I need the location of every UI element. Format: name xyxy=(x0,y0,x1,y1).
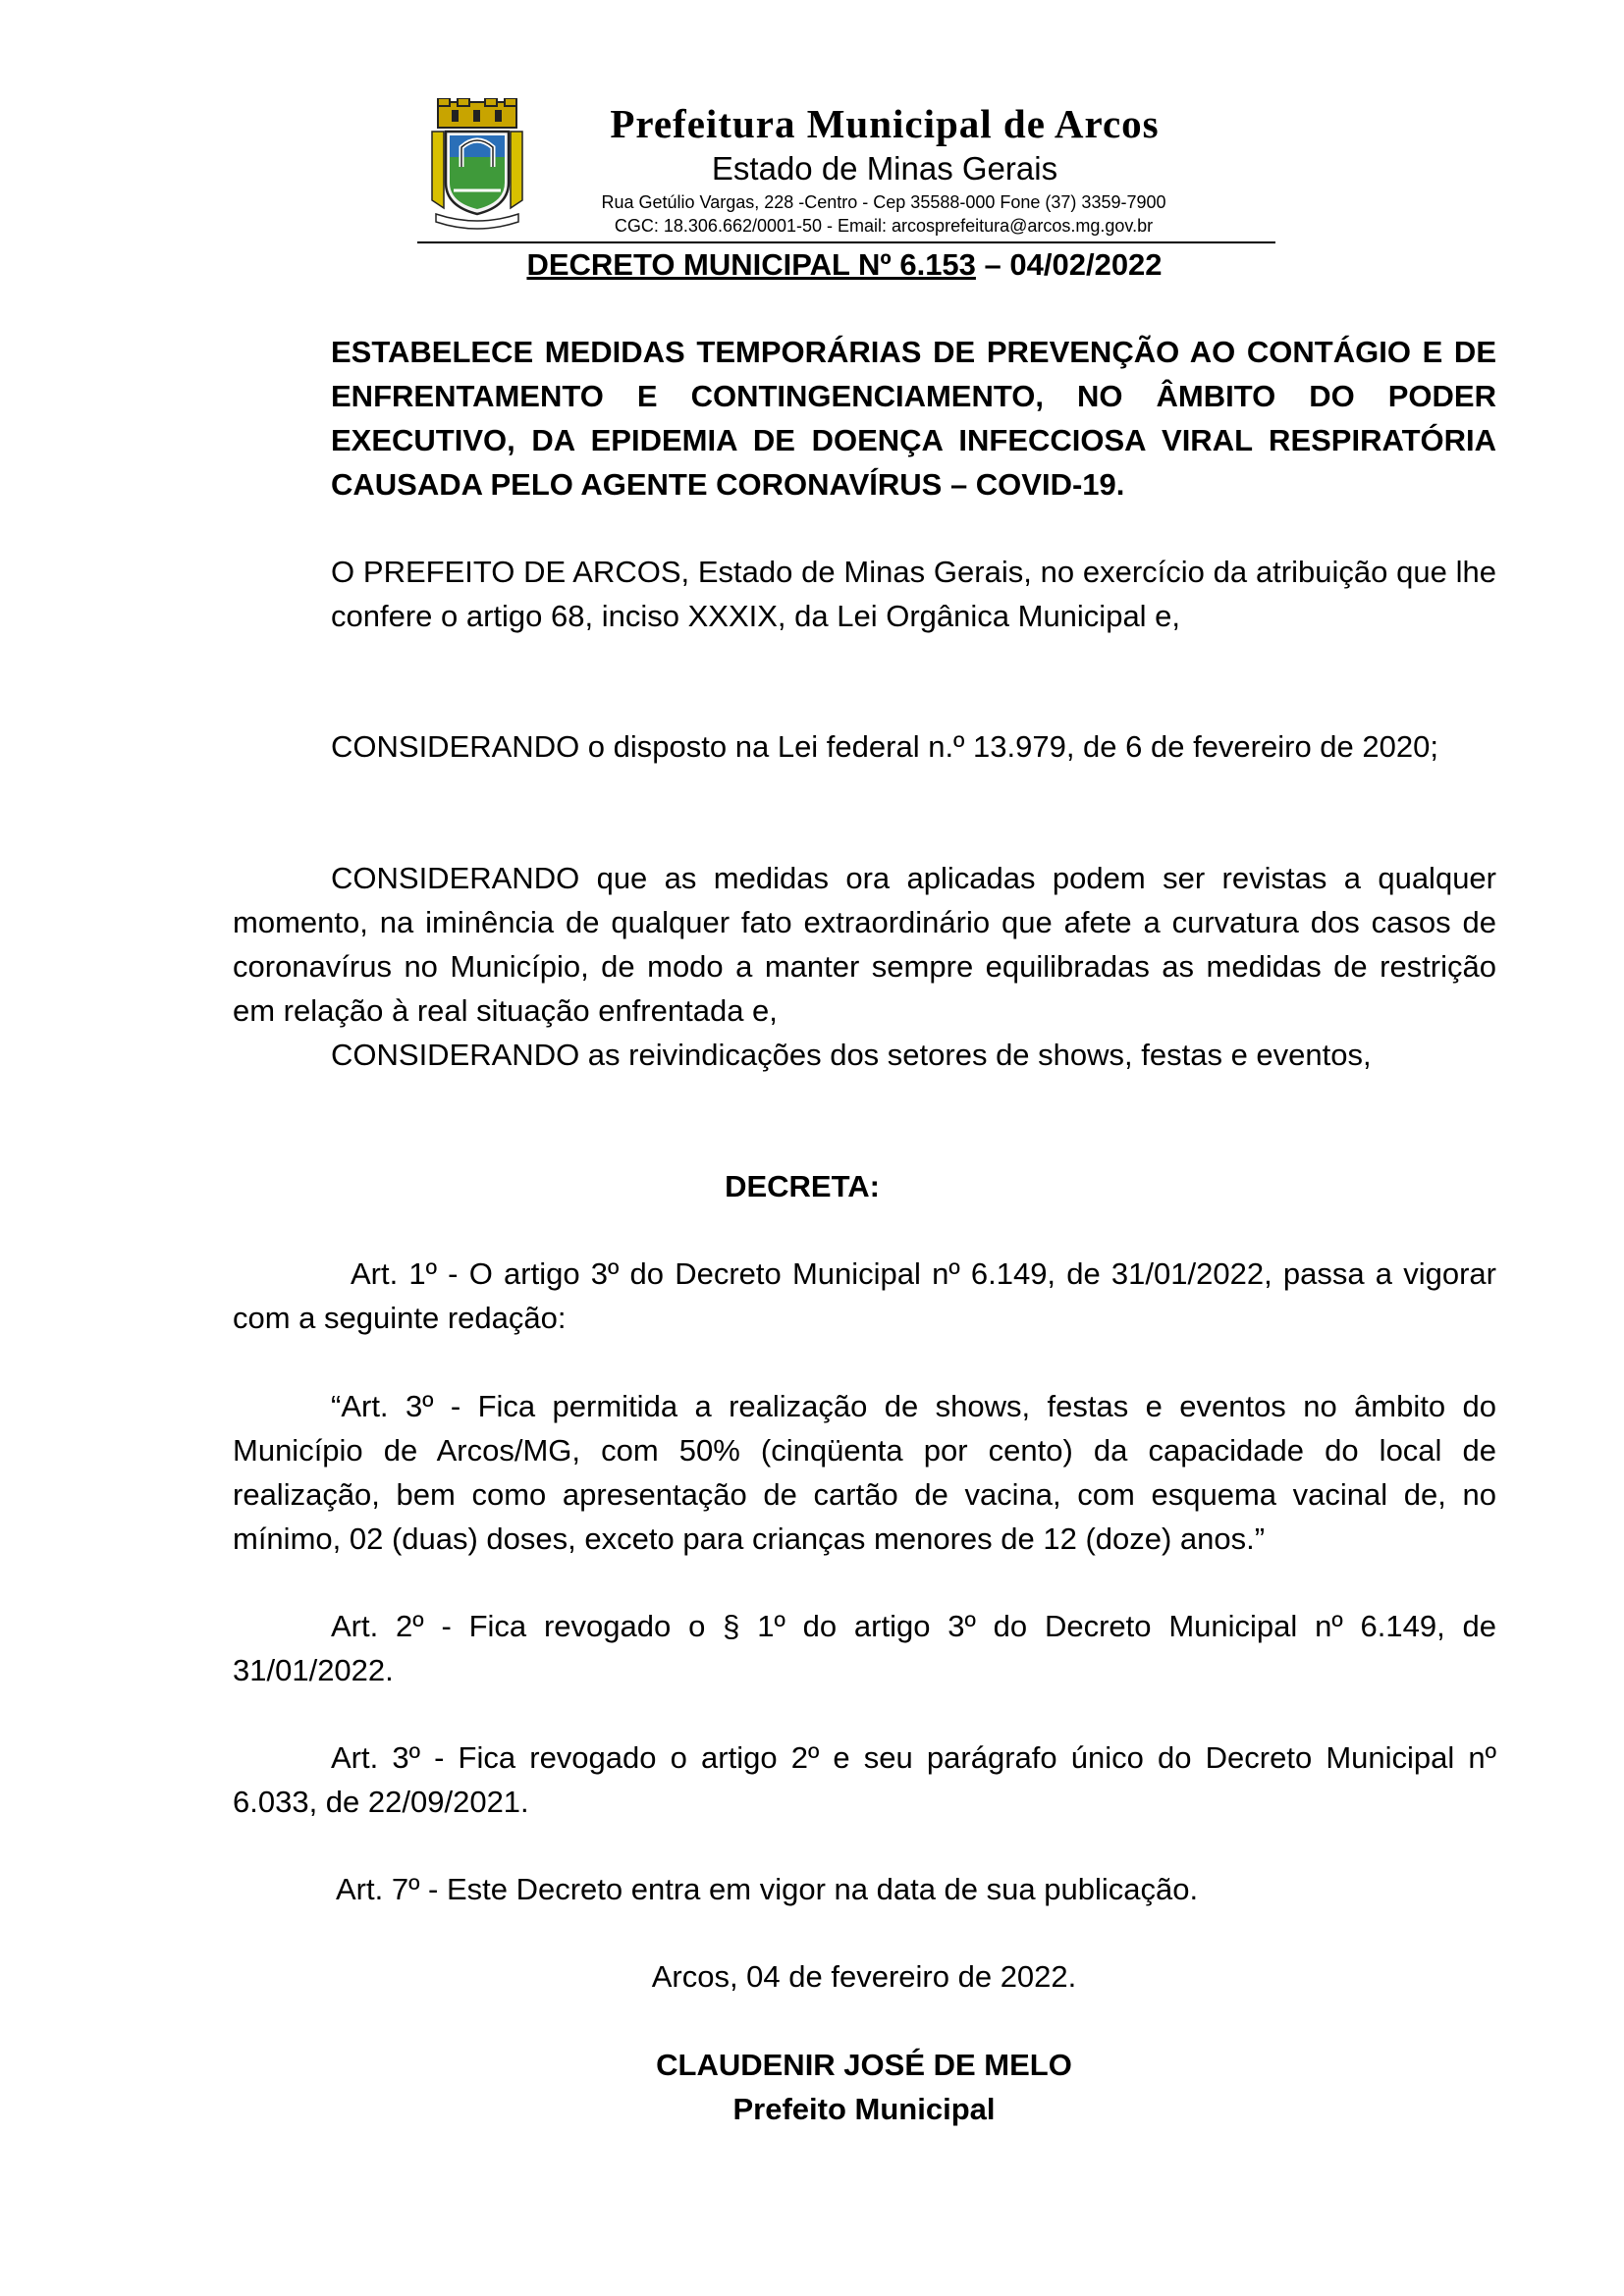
considerando-2: CONSIDERANDO que as medidas ora aplicadas podem ser revistas a qualquer momento, na iminência de qualquer fato extraordinário que afete a curvatura dos casos de coronavírus no Município, de modo a manter sempre equilibradas as medidas de restrição em relação à real situação enfrentada e, xyxy=(233,861,1496,1028)
article-1: Art. 1º - O artigo 3º do Decreto Municipal nº 6.149, de 31/01/2022, passa a vigorar com a seguinte redação: xyxy=(233,1256,1496,1335)
header-state: Estado de Minas Gerais xyxy=(711,150,1058,187)
header-cgc-email: CGC: 18.306.662/0001-50 - Email: arcosprefeitura@arcos.mg.gov.br xyxy=(614,216,1154,236)
header-title: Prefeitura Municipal de Arcos xyxy=(610,101,1160,146)
decree-number: DECRETO MUNICIPAL Nº 6.153 xyxy=(526,247,976,282)
article-2: Art. 2º - Fica revogado o § 1º do artigo 3º do Decreto Municipal nº 6.149, de 31/01/2022. xyxy=(233,1609,1496,1687)
decree-heading xyxy=(412,247,1276,283)
article-7: Art. 7º - Este Decreto entra em vigor na data de sua publicação. xyxy=(336,1872,1199,1906)
municipal-coat-of-arms-icon xyxy=(428,98,526,234)
decree-date: – 04/02/2022 xyxy=(975,247,1163,282)
article-3: Art. 3º - Fica revogado o artigo 2º e seu parágrafo único do Decreto Municipal nº 6.033, de 22/09/2021. xyxy=(233,1740,1496,1819)
considerando-3: CONSIDERANDO as reivindicações dos setores de shows, festas e eventos, xyxy=(331,1038,1372,1072)
header-divider xyxy=(417,241,1275,243)
considerando-1: CONSIDERANDO o disposto na Lei federal n.º 13.979, de 6 de fevereiro de 2020; xyxy=(331,729,1438,764)
signer-name: CLAUDENIR JOSÉ DE MELO xyxy=(656,2048,1072,2082)
article-3-new-wording: “Art. 3º - Fica permitida a realização de shows, festas e eventos no âmbito do Município de Arcos/MG, com 50% (cinqüenta por cento) da capacidade do local de realização, bem como apresentação de cartão de vacina, com esquema vacinal de, no mínimo, 02 (duas) doses, exceto para crianças menores de 12 (doze) anos.” xyxy=(233,1389,1496,1556)
ementa: ESTABELECE MEDIDAS TEMPORÁRIAS DE PREVENÇÃO AO CONTÁGIO E DE ENFRENTAMENTO E CONTINGENCIAMENTO, NO ÂMBITO DO PODER EXECUTIVO, DA EPIDEMIA DE DOENÇA INFECCIOSA VIRAL RESPIRATÓRIA CAUSADA PELO AGENTE CORONAVÍRUS – COVID-19. xyxy=(331,335,1496,502)
header-address: Rua Getúlio Vargas, 228 -Centro - Cep 35588-000 Fone (37) 3359-7900 xyxy=(601,192,1166,212)
preamble: O PREFEITO DE ARCOS, Estado de Minas Gerais, no exercício da atribuição que lhe confere o artigo 68, inciso XXXIX, da Lei Orgânica Municipal e, xyxy=(331,555,1496,633)
signer-role: Prefeito Municipal xyxy=(732,2092,996,2126)
decreta-heading: DECRETA: xyxy=(725,1169,880,1203)
place-date: Arcos, 04 de fevereiro de 2022. xyxy=(651,1959,1077,1994)
